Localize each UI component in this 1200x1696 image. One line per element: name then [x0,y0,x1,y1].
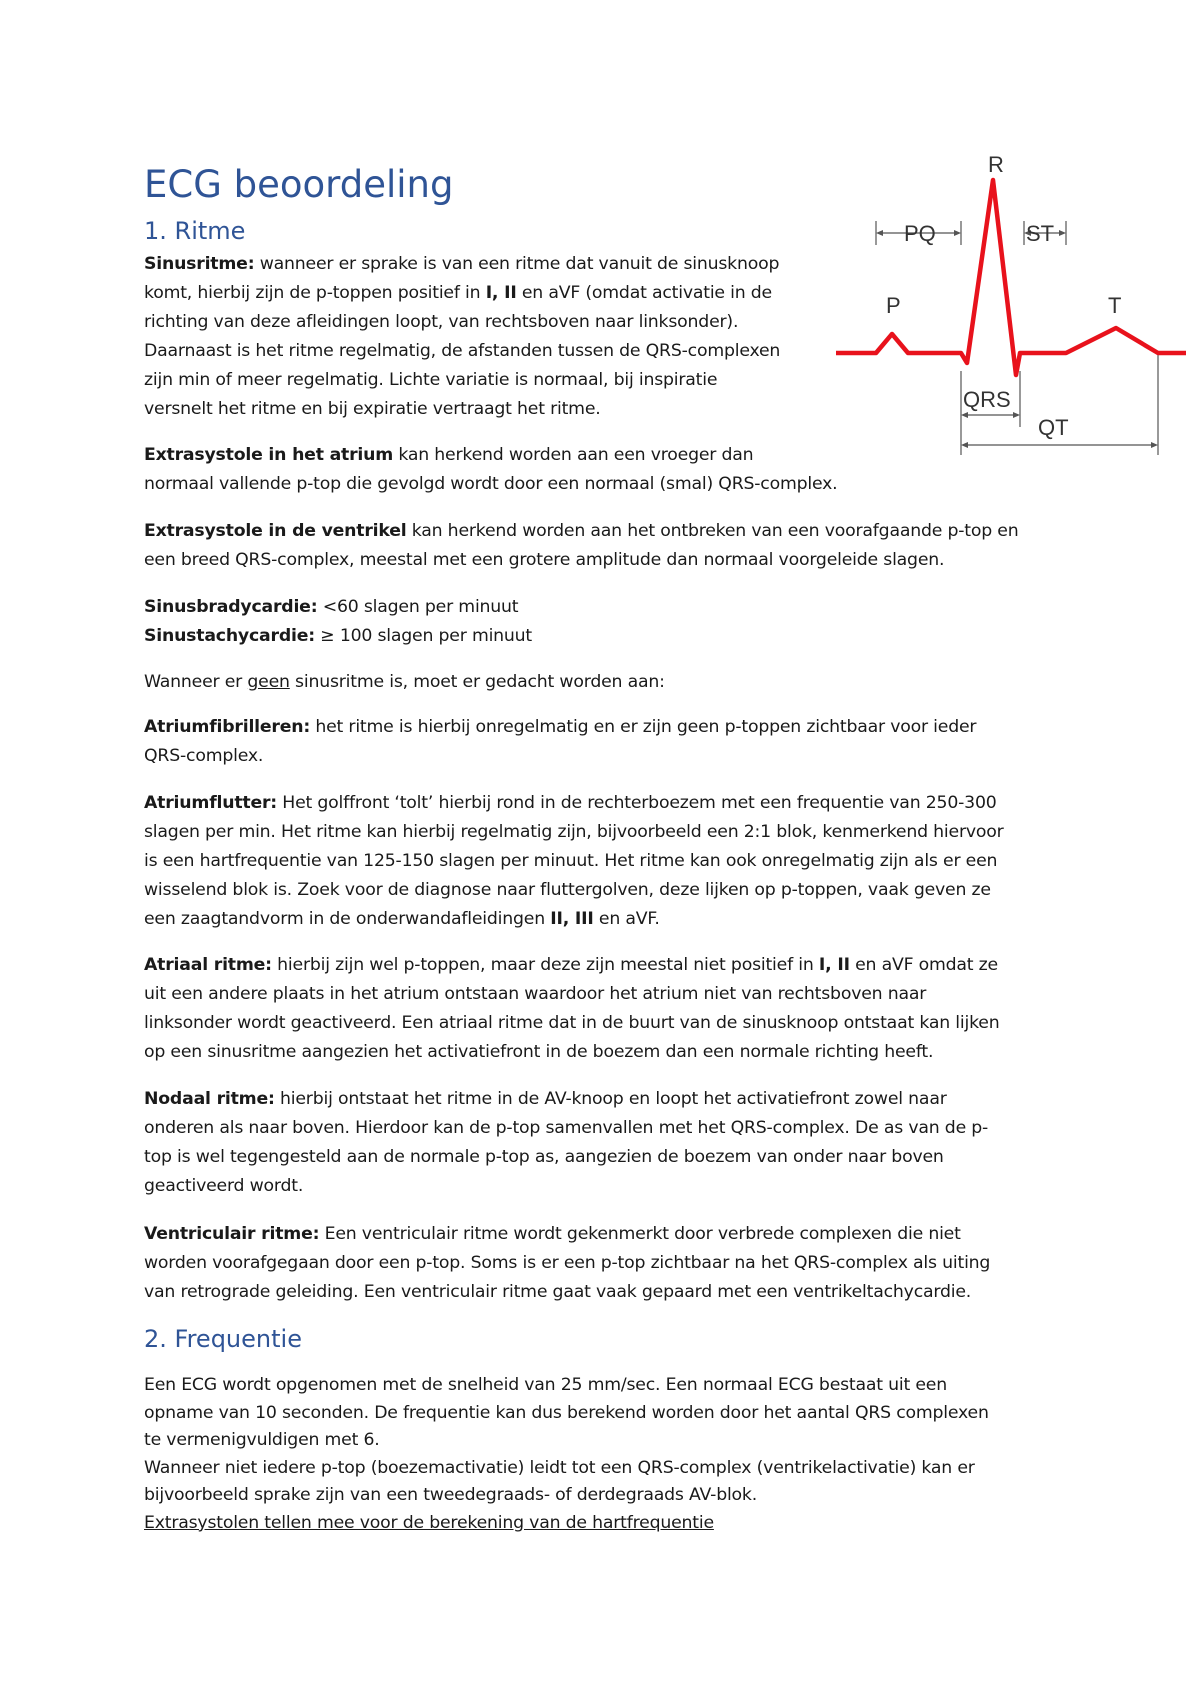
ecg-label-r: R [988,152,1004,177]
section-heading-frequentie: 2. Frequentie [144,1325,302,1353]
ecg-arrowheads [876,230,1158,448]
ecg-label-pq: PQ [904,221,936,246]
ecg-label-p: P [886,293,901,318]
page-title: ECG beoordeling [144,163,454,206]
term: Extrasystole in het atrium [144,445,394,465]
term: Sinusritme: [144,254,255,274]
ecg-interval-markers [876,221,1158,455]
ecg-label-qt: QT [1038,415,1069,440]
ecg-trace-line [836,180,1186,375]
paragraph-sinusritme: Sinusritme: wanneer er sprake is van een ritme dat vanuit de sinusknoop komt, hierbij zijn de p-toppen positief in I, II en aVF (omdat activatie in de richting van deze afleidingen loopt, van rechtsboven naar linksonder). Daarnaast is het ritme regelmatig, de afstanden tussen de QRS-complexen zijn min of meer regelmatig. Lichte variatie is normaal, bij inspiratie versnelt het ritme en bij expiratie vertraagt het ritme. [144,254,781,419]
paragraph-brady-tachy: Sinusbradycardie: <60 slagen per minuut Sinustachycardie: ≥ 100 slagen per minuut [144,597,533,646]
ecg-label-t: T [1108,293,1122,318]
ecg-label-st: ST [1026,221,1055,246]
underlined-note: Extrasystolen tellen mee voor de berekening van de hartfrequentie [144,1512,714,1533]
paragraph-atriumfibrilleren: Atriumfibrilleren: het ritme is hierbij onregelmatig en er zijn geen p-toppen zichtbaar voor ieder QRS-complex. [144,717,977,766]
ecg-waveform-diagram [836,145,1186,455]
paragraph-ventriculair-ritme: Ventriculair ritme: Een ventriculair ritme wordt gekenmerkt door verbrede complexen die niet worden voorafgegaan door een p-top. Soms is er een p-top zichtbaar na het QRS-complex als uiting van retrograde geleiding. Een ventriculair ritme gaat vaak gepaard met een ventrikeltachycardie. [144,1224,991,1302]
paragraph-geen-sinusritme: Wanneer er geen sinusritme is, moet er gedacht worden aan: [144,672,665,692]
ecg-label-qrs: QRS [963,387,1011,412]
paragraph-extrasystole-ventrikel: Extrasystole in de ventrikel kan herkend worden aan het ontbreken van een voorafgaande p-top en een breed QRS-complex, meestal met een grotere amplitude dan normaal voorgeleide slagen. [144,521,1019,570]
section-heading-ritme: 1. Ritme [144,217,246,245]
paragraph-atriaal-ritme: Atriaal ritme: hierbij zijn wel p-toppen, maar deze zijn meestal niet positief in I, II en aVF omdat ze uit een andere plaats in het atrium ontstaan waardoor het atrium niet van rechtsboven naar linksonder wordt geactiveerd. Een atriaal ritme dat in de buurt van de sinusknoop ontstaat kan lijken op een sinusritme aangezien het activatiefront in de boezem dan een normale richting heeft. [144,955,1000,1062]
term: Extrasystole in de ventrikel [144,521,407,541]
paragraph-atriumflutter: Atriumflutter: Het golffront ‘tolt’ hierbij rond in de rechterboezem met een frequentie van 250-300 slagen per min. Het ritme kan hierbij regelmatig zijn, bijvoorbeeld een 2:1 blok, kenmerkend hiervoor is een hartfrequentie van 125-150 slagen per minuut. Het ritme kan ook onregelmatig zijn als er een wisselend blok is. Zoek voor de diagnose naar fluttergolven, deze lijken op p-toppen, vaak geven ze een zaagtandvorm in de onderwandafleidingen II, III en aVF. [144,793,1004,929]
paragraph-frequentie: Een ECG wordt opgenomen met de snelheid van 25 mm/sec. Een normaal ECG bestaat uit een opname van 10 seconden. De frequentie kan dus berekend worden door het aantal QRS complexen te vermenigvuldigen met 6. Wanneer niet iedere p-top (boezemactivatie) leidt tot een QRS-complex (ventrikelactivatie) kan er bijvoorbeeld sprake zijn van een tweedegraads- of derdegraads AV-blok. Extrasystolen tellen mee voor de berekening van de hartfrequentie [144,1375,989,1533]
paragraph-nodaal-ritme: Nodaal ritme: hierbij ontstaat het ritme in de AV-knoop en loopt het activatiefront zowel naar onderen als naar boven. Hierdoor kan de p-top samenvallen met het QRS-complex. De as van de p- top is wel tegengesteld aan de normale p-top as, aangezien de boezem van onder naar boven geactiveerd wordt. [144,1089,989,1196]
paragraph-extrasystole-atrium: Extrasystole in het atrium kan herkend worden aan een vroeger dan normaal vallende p-top die gevolgd wordt door een normaal (smal) QRS-complex. [144,445,838,494]
